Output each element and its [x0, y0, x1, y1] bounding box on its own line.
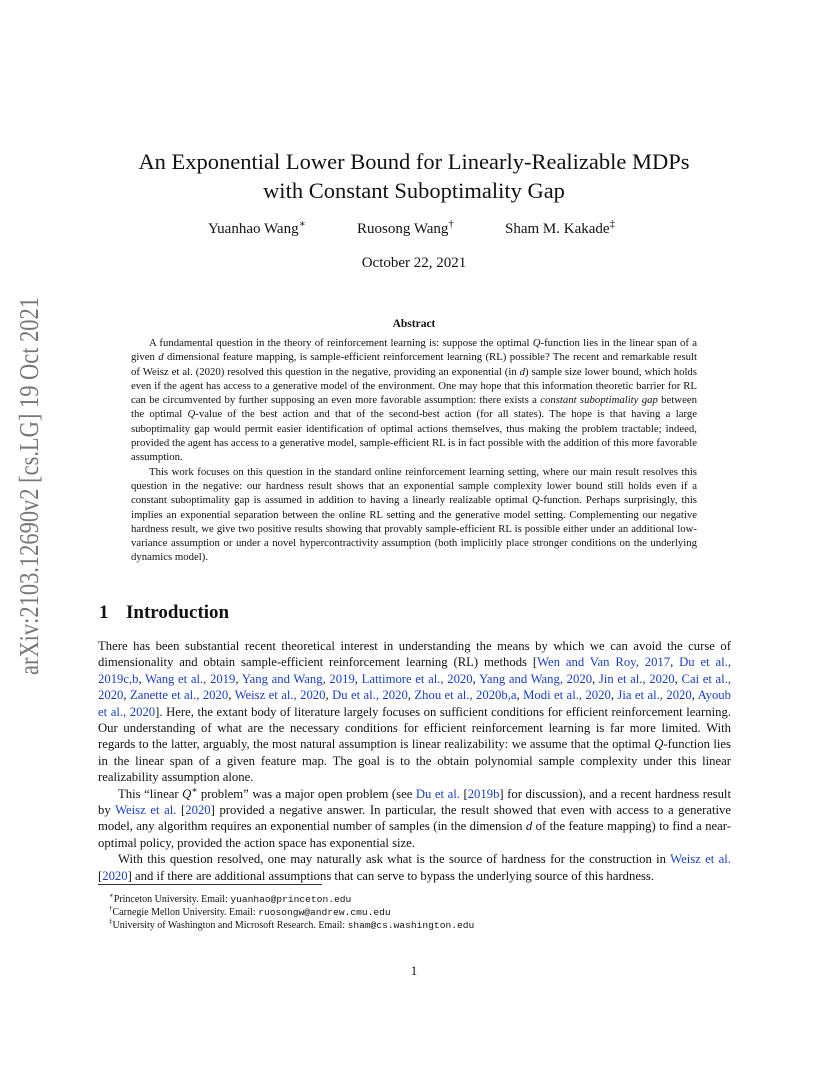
intro-body — [98, 638, 731, 884]
page-number: 1 — [410, 963, 418, 978]
text: ] for discussion), and a recent hardness result by — [98, 786, 731, 818]
footnote-mark: ‡ — [109, 917, 113, 926]
arxiv-stamp — [3, 212, 49, 675]
author-mark: ∗ — [298, 219, 306, 230]
text: between the optimal — [131, 394, 697, 421]
author-2 — [357, 221, 454, 238]
math-star: ∗ — [191, 784, 198, 795]
math-q: Q — [654, 737, 664, 752]
abstract-paragraph-1 — [131, 336, 697, 465]
text: -function lies in the linear span of a given feature map. The goal is to the obtain polynomial sample complexity under this linear realizability assumption alone. — [98, 737, 731, 785]
footnote-email[interactable]: sham@cs.washington.edu — [347, 920, 475, 931]
text: , — [138, 671, 146, 686]
text: -value of the best action and that of the second-best action (for all states). The hope is that having a large suboptimality gap would permit easier identification of optimal actions themselves, thus making the problem tractable; indeed, provided the agent has access to a generative model, sample-efficient RL is in fact possible with the addition of this more favorable assumption. — [131, 408, 698, 464]
citation-link[interactable]: Ayoub et al., 2020 — [98, 688, 731, 719]
abstract-heading: Abstract — [392, 318, 436, 330]
math-d: d — [525, 819, 533, 834]
citation-link[interactable]: Wang et al., 2019 — [145, 671, 236, 686]
text: , — [670, 655, 680, 670]
text: This work focuses on this question in the standard online reinforcement learning setting, where our main result resolves this question in the negative: our hardness result shows that an exponential sample complexity lower bound still holds even if a constant suboptimality gap is assumed in addition to having a linearly realizable optimal — [131, 465, 697, 507]
paper-title — [80, 147, 748, 205]
footnote-2 — [109, 906, 391, 919]
citation-link[interactable]: Lattimore et al., 2020 — [361, 671, 473, 686]
citation-link[interactable]: Jin et al., 2020 — [598, 671, 675, 686]
text: problem” was a major open problem (see — [197, 786, 416, 801]
text: There has been substantial recent theoretical interest in understanding the means by which we can avoid the curse of dimensionality and obtain sample-efficient reinforcement learning (RL) methods [ — [98, 639, 731, 670]
citation-year-link[interactable]: 2020 — [185, 803, 211, 818]
citation-link[interactable]: Weisz et al., 2020 — [234, 688, 326, 703]
section-title: Introduction — [126, 602, 230, 623]
text: , — [235, 671, 242, 686]
author-name: Ruosong Wang — [357, 221, 449, 237]
text: , — [407, 688, 415, 703]
footnote-3 — [109, 919, 474, 932]
arxiv-stamp-svg — [3, 212, 49, 675]
citation-link[interactable]: Modi et al., 2020 — [523, 688, 611, 703]
text: , — [354, 671, 362, 686]
footnote-rule — [98, 884, 322, 885]
text: This “linear — [118, 786, 183, 801]
footnote-1 — [109, 893, 351, 906]
citation-link[interactable]: Du et al., 2020 — [332, 688, 408, 703]
citation-link[interactable]: Yang and Wang, 2020 — [478, 671, 593, 686]
citation-link[interactable]: Weisz et al. — [670, 852, 731, 867]
intro-paragraph-2: This “linear Q∗ problem” was a major open problem (see Du et al. [2019b] for discussion), and a recent hardness result by Weisz et al. [2020] provided a negative answer. In particular, the result showed that even with access to a generative model, any algorithm requires an exponential number of samples (in the dimension d of the feature mapping) to find a near-optimal policy, provided the action space has exponential size. — [98, 784, 731, 850]
math-d: d — [519, 365, 526, 378]
citation-link[interactable]: Yang and Wang, 2019 — [241, 671, 355, 686]
citation-link[interactable]: Cai et al., 2020 — [98, 671, 732, 703]
intro-paragraph-3: With this question resolved, one may naturally ask what is the source of hardness for the construction in Weisz et al. [2020] and if there are additional assumptions that can serve to bypass the underlying source of this hardness. — [98, 852, 731, 883]
citation-year-link[interactable]: 2019b — [467, 786, 500, 801]
math-q: Q — [187, 408, 196, 421]
text: -function lies in the linear span of a given — [131, 337, 697, 364]
math-q: Q — [182, 786, 192, 801]
author-mark: † — [448, 219, 454, 230]
text: -function. Perhaps surprisingly, this implies an exponential separation between the online RL setting and the generative model setting. Complementing our negative hardness result, we give two positive results showing that provably sample-efficient RL is possible either under an additional low-variance assumption or under a novel hypercontractivity assumption (both implicitly place stronger conditions on the underlying dynamics model). — [131, 494, 697, 564]
footnote-mark: ∗ — [109, 891, 114, 900]
text: , — [123, 688, 130, 703]
footnote-email[interactable]: yuanhao@princeton.edu — [230, 894, 352, 905]
arxiv-stamp-text: arXiv:2103.12690v2 [cs.LG] 19 Oct 2021 — [13, 212, 44, 675]
abstract-paragraph-2 — [131, 465, 697, 565]
footnote-text: Carnegie Mellon University. Email: — [112, 907, 259, 918]
footnote-text: Princeton University. Email: — [113, 894, 231, 905]
section-number: 1 — [99, 602, 109, 623]
text: , — [691, 688, 698, 703]
text: , — [472, 671, 479, 686]
citation-link[interactable]: Du et al., 2019c,b — [98, 655, 732, 686]
title-line-1: An Exponential Lower Bound for Linearly-Realizable MDPs — [138, 149, 690, 174]
citation-link[interactable]: Zanette et al., 2020 — [129, 688, 229, 703]
footnote-mark: † — [109, 904, 113, 913]
author-3 — [505, 221, 615, 238]
math-d: d — [158, 351, 164, 364]
paper-date: October 22, 2021 — [361, 255, 467, 271]
text: A fundamental question in the theory of reinforcement learning is: suppose the optimal — [149, 337, 533, 349]
author-mark: ‡ — [609, 219, 615, 230]
emphasis: constant suboptimality gap — [540, 394, 658, 407]
text: ) sample size lower bound, which holds even if the agent has access to a generative model of the environment. One may hope that this information theoretic barrier for RL can be circumvented by further supposing an even more favorable assumption: there exists a — [131, 365, 697, 407]
text: , — [516, 688, 524, 703]
footnote-text: University of Washington and Microsoft Research. Email: — [112, 920, 348, 931]
intro-paragraph-1 — [98, 638, 731, 786]
text: ] and if there are additional assumptions that can serve to bypass the underlying source of this hardness. — [127, 868, 654, 883]
text: of the feature mapping) to find a near-optimal policy, provided the action space has exponential size. — [98, 819, 731, 850]
author-1 — [208, 221, 306, 238]
text: , — [228, 688, 235, 703]
footnote-email[interactable]: ruosongw@andrew.cmu.edu — [258, 907, 391, 918]
citation-link[interactable]: Jia et al., 2020 — [617, 688, 692, 703]
abstract-body — [131, 336, 697, 565]
text: , — [610, 688, 618, 703]
title-line-2: with Constant Suboptimality Gap — [263, 178, 565, 203]
math-q: Q — [532, 494, 540, 507]
text: , — [592, 671, 599, 686]
citation-year-link[interactable]: 2020 — [102, 868, 128, 883]
text: , — [325, 688, 333, 703]
citation-link[interactable]: Weisz et al. — [115, 803, 177, 818]
text: ]. Here, the extant body of literature largely focuses on sufficient conditions for efficient reinforcement learning. Our understanding of what are the necessary conditions for efficient reinforcement learning is far more limited. With regards to the latter, arguably, the most natural assumption is linear realizability: we assume that the optimal — [98, 704, 731, 752]
citation-link[interactable]: Wen and Van Roy, 2017 — [537, 655, 671, 670]
citation-link[interactable]: Du et al. — [415, 786, 460, 801]
text: , — [674, 671, 682, 686]
section-heading — [99, 602, 229, 624]
text: dimensional feature mapping, is sample-efficient reinforcement learning (RL) possible? The recent and remarkable result of Weisz et al. (2020) resolved this question in the negative, providing an exponential (in — [131, 351, 698, 378]
author-name: Sham M. Kakade — [505, 221, 610, 237]
text: With this question resolved, one may naturally ask what is the source of hardness for the construction in — [118, 852, 671, 867]
citation-link[interactable]: Zhou et al., 2020b,a — [414, 688, 517, 703]
text: ] provided a negative answer. In particular, the result showed that even with access to a generative model, any algorithm requires an exponential number of samples (in the dimension — [98, 803, 731, 834]
math-q: Q — [532, 337, 541, 349]
author-name: Yuanhao Wang — [208, 221, 299, 237]
